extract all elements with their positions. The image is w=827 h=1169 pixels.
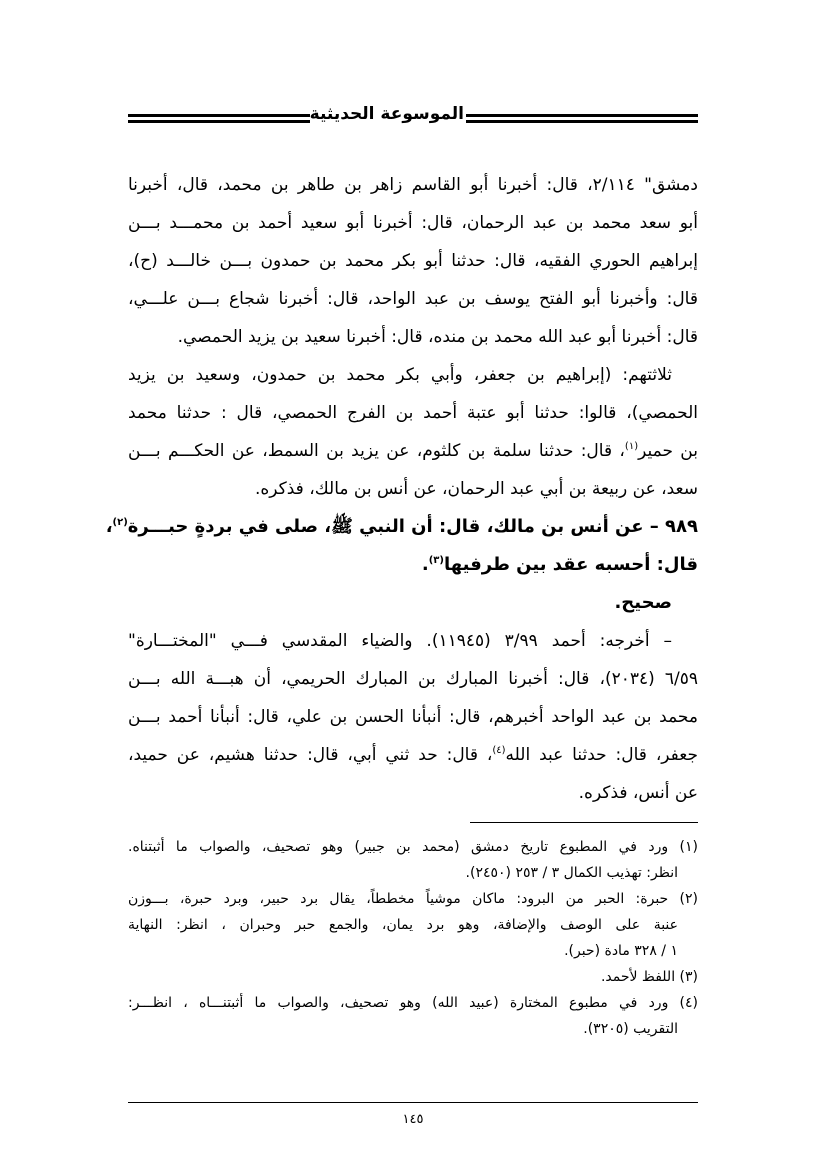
hadith-line: ٩٨٩ – عن أنس بن مالك، قال: أن النبي ﷺ، صلى في بردةٍ حبـــرة [127, 516, 698, 537]
hadith-text [128, 546, 698, 584]
footnote-ref: (٢) [112, 517, 128, 528]
footnote-separator [470, 822, 698, 823]
footnote: (٣) اللفظ لأحمد. [600, 969, 698, 985]
header-title: الموسوعة الحديثية [309, 104, 464, 124]
takhrij-line: – أخرجه: أحمد ٣/٩٩ (١١٩٤٥). والضياء المقدسي فـــي "المختـــارة" [128, 631, 672, 651]
punctuation: . [421, 554, 429, 575]
footnote: انظر: تهذيب الكمال ٣ / ٢٥٣ (٢٤٥٠). [465, 865, 678, 881]
footnote-ref: (٤) [492, 745, 506, 756]
running-header [128, 104, 698, 130]
text-line: قال: وأخبرنا أبو الفتح يوسف بن عبد الواحد، قال: أخبرنا شجاع بـــن علـــي، [128, 289, 698, 309]
footnote: عنبة على الوصف والإضافة، وهو برد يمان، والجمع حبر وحبران ، انظر: النهاية [128, 917, 678, 933]
punctuation: ، [105, 516, 113, 537]
footnote: التقريب (٣٢٠٥). [583, 1021, 678, 1037]
takhrij-line: عن أنس، فذكره. [578, 783, 698, 803]
text-line: ثلاثتهم: (إبراهيم بن جعفر، وأبي بكر محمد بن حمدون، وسعيد بن يزيد [128, 365, 672, 385]
footnote-ref: (١) [624, 441, 639, 452]
takhrij-line: محمد بن عبد الواحد أخبرهم، قال: أنبأنا الحسن بن علي، قال: أنبأنا أحمد بـــن [128, 707, 698, 727]
header-rule [128, 114, 310, 117]
footnote: (٢) حبرة: الحبر من البرود: ماكان موشياً مخططاً، يقال برد حبير، وبرد حبرة، بـــوزن [128, 891, 698, 907]
footnote: (١) ورد في المطبوع تاريخ دمشق (محمد بن جبير) وهو تصحيف، والصواب ما أثبتناه. [128, 839, 698, 855]
header-rule [128, 120, 310, 123]
main-text [105, 166, 698, 812]
text-line: إبراهيم الحوري الفقيه، قال: حدثنا أبو بكر محمد بن حمدون بـــن خالـــد (ح)، [128, 251, 698, 271]
footnote: (٤) ورد في مطبوع المختارة (عبيد الله) وهو تصحيف، والصواب ما أثبتنـــاه ، انظـــر: [128, 995, 698, 1011]
text-line: سعد، عن ربيعة بن أبي عبد الرحمان، عن أنس بن مالك، فذكره. [254, 479, 698, 499]
header-rule [466, 114, 698, 117]
hadith-line: قال: أحسبه عقد بين طرفيها [443, 554, 698, 575]
text-segment: ، قال: حدثنا سلمة بن كلثوم، عن يزيد بن السمط، عن الحكـــم بـــن [128, 441, 625, 461]
footnote: ١ / ٣٢٨ مادة (حبر). [564, 943, 678, 959]
footnotes [128, 834, 698, 1042]
text-segment: جعفر، قال: حدثنا عبد الله [505, 745, 698, 765]
text-line: قال: أخبرنا أبو عبد الله محمد بن منده، قال: أخبرنا سعيد بن يزيد الحمصي. [177, 327, 698, 347]
text-line [128, 432, 698, 470]
takhrij-line: ٦/٥٩ (٢٠٣٤)، قال: أخبرنا المبارك بن المبارك الحريمي، أن هبـــة الله بـــن [128, 669, 698, 689]
hadith-grade: صحيح. [614, 592, 672, 613]
text-line: الحمصي)، قالوا: حدثنا أبو عتبة أحمد بن الفرج الحمصي، قال : حدثنا محمد [128, 403, 698, 423]
footnote-ref: (٣) [428, 555, 444, 566]
page-bottom-rule [128, 1102, 698, 1103]
hadith-text [105, 508, 698, 546]
text-line: دمشق" ٢/١١٤، قال: أخبرنا أبو القاسم زاهر بن طاهر بن محمد، قال، أخبرنا [128, 175, 698, 195]
page-number: ١٤٥ [402, 1112, 424, 1127]
text-line: أبو سعد محمد بن عبد الرحمان، قال: أخبرنا أبو سعيد أحمد بن محمـــد بـــن [128, 213, 698, 233]
text-segment [128, 441, 698, 461]
text-segment: بن حمير [638, 441, 698, 461]
header-rule [466, 120, 698, 123]
text-segment: ، قال: حد ثني أبي، قال: حدثنا هشيم، عن حميد، [128, 745, 493, 765]
takhrij-line [128, 736, 698, 774]
